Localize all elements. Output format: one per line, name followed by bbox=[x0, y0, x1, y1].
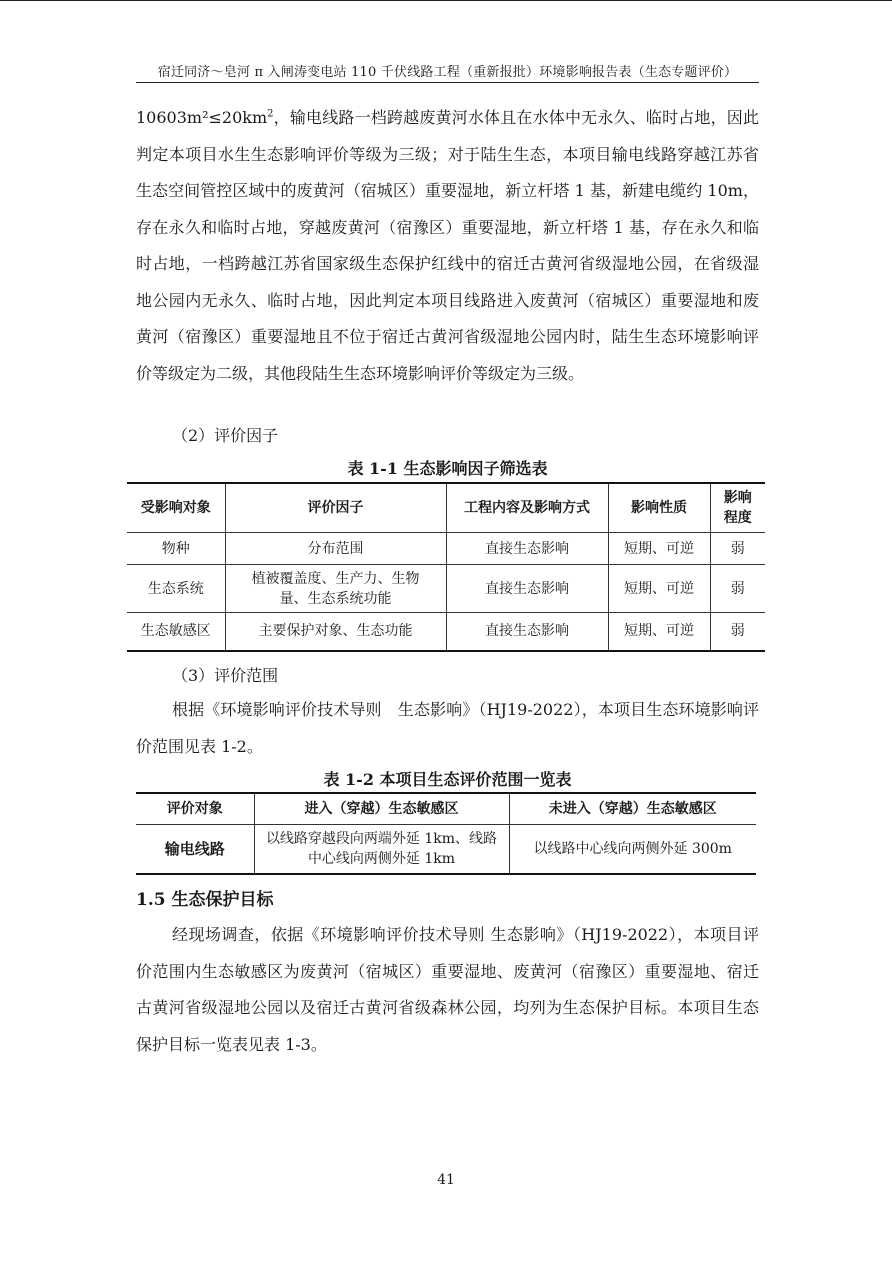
table1-cell: 短期、可逆 bbox=[608, 565, 710, 613]
intro-superscript: 2 bbox=[267, 108, 274, 120]
table1-cell: 植被覆盖度、生产力、生物量、生态系统功能 bbox=[225, 565, 446, 613]
targets-paragraph: 经现场调查，依据《环境影响评价技术导则 生态影响》（HJ19-2022），本项目评价范围内生态敏感区为废黄河（宿城区）重要湿地、废黄河（宿豫区）重要湿地、宿迁古黄河省级湿地公园以及宿迁古黄河省级森林公园，均列为生态保护目标。本项目生态保护目标一览表见表 1-3。 bbox=[136, 925, 759, 1054]
subheading-factors: （2）评价因子 bbox=[172, 426, 279, 445]
table1-header-cell: 工程内容及影响方式 bbox=[446, 483, 608, 533]
table-row bbox=[136, 825, 756, 875]
page-number: 41 bbox=[437, 1172, 455, 1188]
table1-caption: 表 1-1 生态影响因子筛选表 bbox=[347, 459, 548, 478]
table1-cell: 主要保护对象、生态功能 bbox=[225, 613, 446, 651]
table-row bbox=[127, 565, 765, 613]
table1-cell: 生态系统 bbox=[127, 565, 225, 613]
table-header-row bbox=[136, 793, 756, 825]
table2-cell: 以线路中心线向两侧外延 300m bbox=[533, 841, 732, 857]
table1-cell: 短期、可逆 bbox=[608, 533, 710, 565]
scope-paragraph: 根据《环境影响评价技术导则 生态影响》（HJ19-2022），本项目生态环境影响评价范围见表 1-2。 bbox=[136, 700, 759, 756]
subheading-scope: （3）评价范围 bbox=[172, 666, 279, 685]
table-header-row bbox=[127, 483, 765, 533]
table2-cell: 以线路穿越段向两端外延 1km、线路中心线向两侧外延 1km bbox=[254, 825, 509, 875]
table2-header-cell: 进入（穿越）生态敏感区 bbox=[254, 793, 509, 825]
intro-paragraph bbox=[136, 100, 759, 392]
table1-cell: 弱 bbox=[710, 565, 765, 613]
table1-cell: 生态敏感区 bbox=[127, 613, 225, 651]
table1-cell: 弱 bbox=[730, 623, 745, 640]
table2-header-cell: 未进入（穿越）生态敏感区 bbox=[509, 793, 756, 825]
table1-cell: 弱 bbox=[710, 533, 765, 565]
table1-cell: 分布范围 bbox=[225, 533, 446, 565]
header-rule bbox=[136, 82, 759, 83]
section-heading: 1.5 生态保护目标 bbox=[136, 890, 274, 910]
table2-header-cell: 评价对象 bbox=[136, 793, 254, 825]
table1-cell: 短期、可逆 bbox=[608, 613, 710, 651]
page-top-border bbox=[0, 0, 892, 1]
table1-cell: 直接生态影响 bbox=[446, 533, 608, 565]
table1-cell: 物种 bbox=[127, 533, 225, 565]
table1-header-cell: 受影响对象 bbox=[127, 483, 225, 533]
table1-cell: 直接生态影响 bbox=[446, 613, 608, 651]
running-header: 宿迁同济～皂河 π 入闸涛变电站 110 千伏线路工程（重新报批）环境影响报告表（生态专题评价） bbox=[157, 65, 738, 80]
table1-cell: 直接生态影响 bbox=[446, 565, 608, 613]
intro-text: ，输电线路一档跨越废黄河水体且在水体中无永久、临时占地，因此判定本项目水生生态影响评价等级为三级；对于陆生生态，本项目输电线路穿越江苏省生态空间管控区域中的废黄河（宿城区）重要湿地，新立杆塔 1 基，新建电缆约 10m，存在永久和临时占地，穿越废黄河（宿豫区）重要湿地，新立杆塔 1 基，存在永久和临时占地，一档跨越江苏省国家级生态保护红线中的宿迁古黄河省级湿地公园，在省级湿地公园内无永久、临时占地，因此判定本项目线路进入废黄河（宿城区）重要湿地和废黄河（宿豫区）重要湿地且不位于宿迁古黄河省级湿地公园内时，陆生生态环境影响评价等级定为二级，其他段陆生生态环境影响评价等级定为三级。 bbox=[136, 108, 759, 383]
factor-screening-table bbox=[127, 482, 765, 652]
table-row bbox=[127, 533, 765, 565]
table2-cell: 输电线路 bbox=[136, 825, 254, 875]
table2-caption: 表 1-2 本项目生态评价范围一览表 bbox=[323, 770, 572, 789]
table1-header-cell: 评价因子 bbox=[225, 483, 446, 533]
table-row bbox=[127, 613, 765, 651]
table1-header-cell: 影响 程度 bbox=[710, 483, 765, 533]
intro-lead: 10603m²≤20km bbox=[136, 108, 268, 127]
evaluation-scope-table bbox=[136, 792, 756, 875]
table1-header-cell: 影响性质 bbox=[608, 483, 710, 533]
